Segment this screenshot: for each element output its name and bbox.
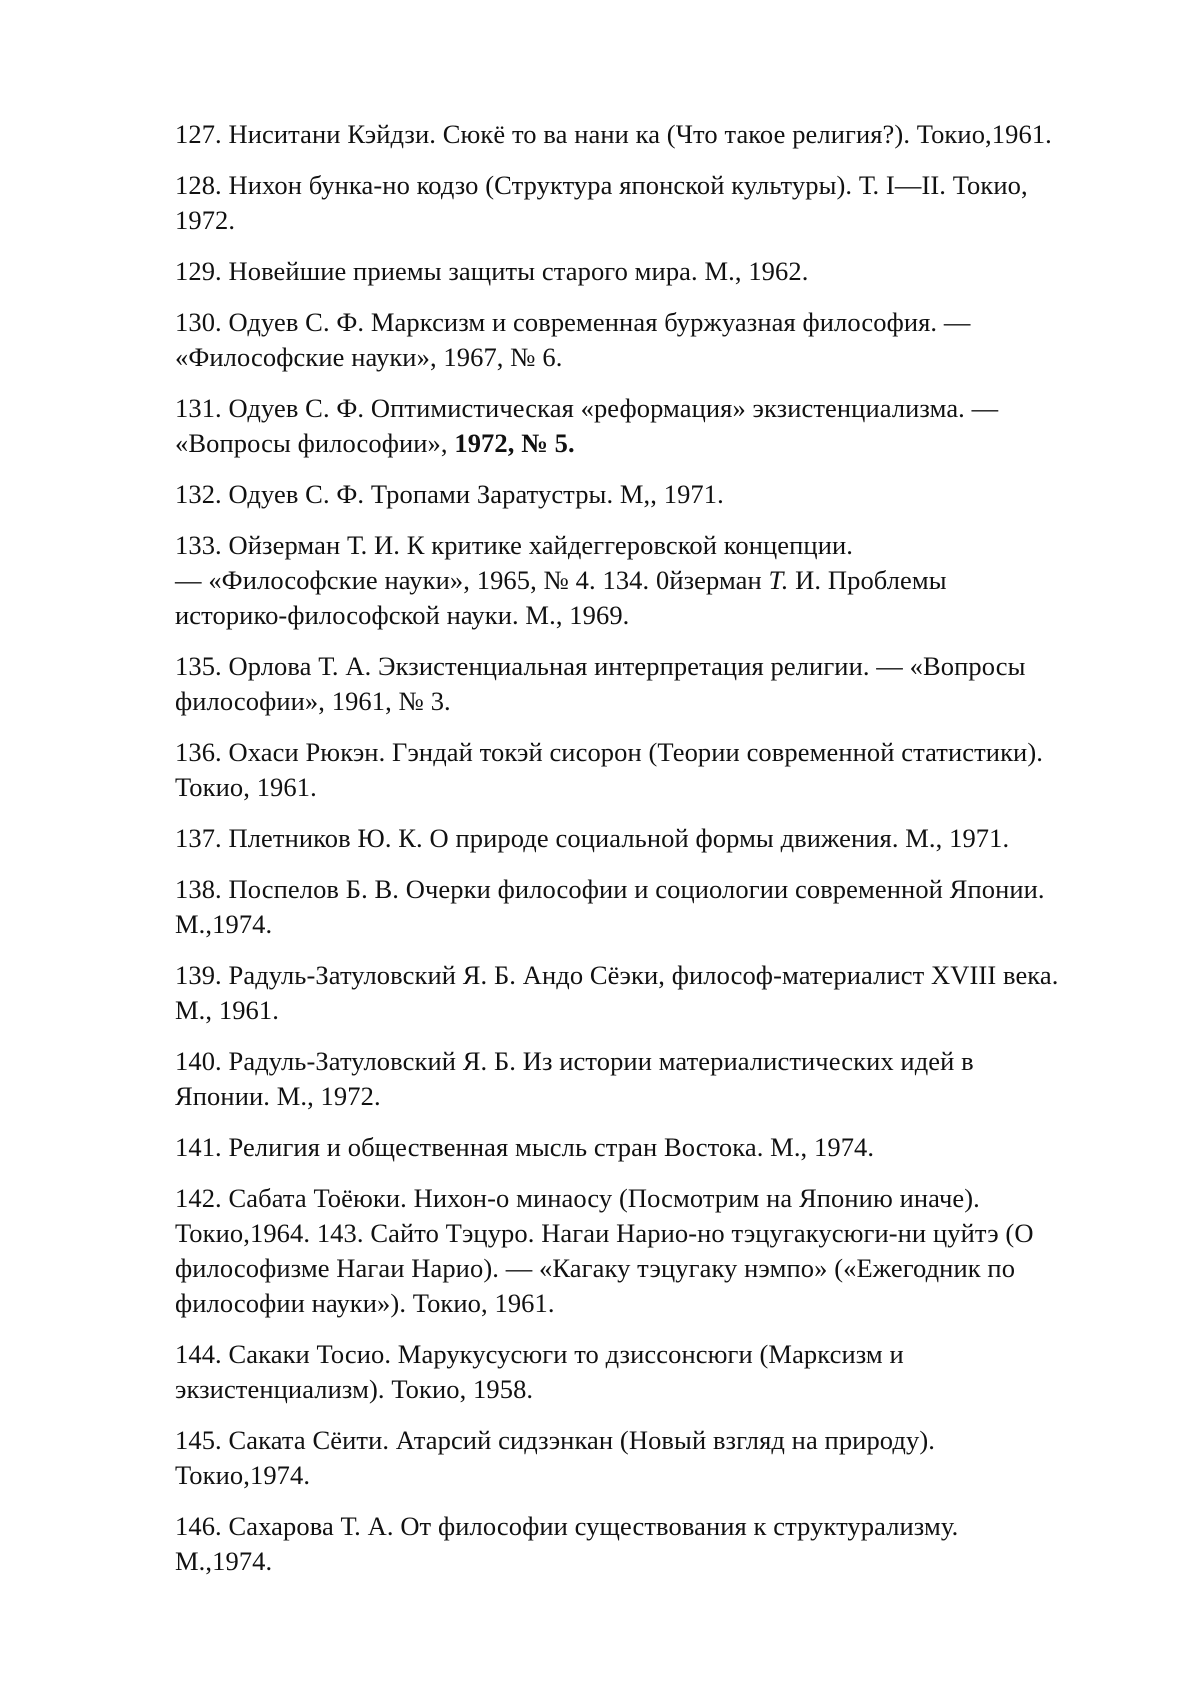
entry-text: философии», 1961, № 3. bbox=[175, 686, 451, 716]
entry-line bbox=[175, 821, 1135, 856]
entry-line bbox=[175, 598, 1135, 633]
bibliography-entry bbox=[175, 649, 1135, 719]
entry-text-bold: 1972, № 5. bbox=[454, 428, 575, 458]
entry-line bbox=[175, 1544, 1135, 1579]
entry-line bbox=[175, 735, 1135, 770]
entry-text: 128. Нихон бунка-но кодзо (Структура японской культуры). Т. I—II. Токио, bbox=[175, 170, 1028, 200]
entry-line bbox=[175, 426, 1135, 461]
entry-text: 135. Орлова Т. А. Экзистенциальная интерпретация религии. — «Вопросы bbox=[175, 651, 1026, 681]
entry-line bbox=[175, 684, 1135, 719]
entry-text: экзистенциализм). Токио, 1958. bbox=[175, 1374, 534, 1404]
entry-line bbox=[175, 1216, 1135, 1251]
entry-text: М.,1974. bbox=[175, 1546, 273, 1576]
entry-text: 130. Одуев С. Ф. Марксизм и современная буржуазная философия. — bbox=[175, 307, 971, 337]
entry-line bbox=[175, 1130, 1135, 1165]
entry-line bbox=[175, 528, 1135, 563]
bibliography-entry bbox=[175, 821, 1135, 856]
entry-text: философизме Нагаи Нарио). — «Кагаку тэцугаку нэмпо» («Ежегодник по bbox=[175, 1253, 1016, 1283]
entry-line bbox=[175, 168, 1135, 203]
entry-line bbox=[175, 254, 1135, 289]
entry-text: 127. Ниситани Кэйдзи. Сюкё то ва нани ка (Что такое религия?). Токио,1961. bbox=[175, 119, 1052, 149]
entry-line bbox=[175, 1044, 1135, 1079]
entry-text: Японии. М., 1972. bbox=[175, 1081, 381, 1111]
entry-line bbox=[175, 1372, 1135, 1407]
bibliography-entry bbox=[175, 305, 1135, 375]
entry-text: Токио,1964. 143. Сайто Тэцуро. Нагаи Нарио-но тэцугакусюги-ни цуйтэ (О bbox=[175, 1218, 1034, 1248]
entry-text: историко-философской науки. М., 1969. bbox=[175, 600, 630, 630]
entry-line bbox=[175, 203, 1135, 238]
entry-text: Токио,1974. bbox=[175, 1460, 311, 1490]
entry-line bbox=[175, 1181, 1135, 1216]
entry-text: философии науки»). Токио, 1961. bbox=[175, 1288, 555, 1318]
bibliography-entry bbox=[175, 1337, 1135, 1407]
entry-line bbox=[175, 1423, 1135, 1458]
entry-text: 141. Религия и общественная мысль стран Востока. М., 1974. bbox=[175, 1132, 875, 1162]
entry-line bbox=[175, 770, 1135, 805]
entry-line bbox=[175, 1509, 1135, 1544]
entry-text: Токио, 1961. bbox=[175, 772, 317, 802]
entry-line bbox=[175, 117, 1135, 152]
entry-line bbox=[175, 563, 1135, 598]
entry-line bbox=[175, 649, 1135, 684]
entry-text: И. Проблемы bbox=[788, 565, 947, 595]
entry-line bbox=[175, 993, 1135, 1028]
entry-line bbox=[175, 305, 1135, 340]
entry-text: «Вопросы философии», bbox=[175, 428, 455, 458]
entry-text: «Философские науки», 1967, № 6. bbox=[175, 342, 563, 372]
entry-line bbox=[175, 1251, 1135, 1286]
entry-line bbox=[175, 872, 1135, 907]
entry-text: 139. Радуль-Затуловский Я. Б. Андо Сёэки, философ-материалист XVIII века. bbox=[175, 960, 1059, 990]
entry-text: М.,1974. bbox=[175, 909, 273, 939]
bibliography-entry bbox=[175, 168, 1135, 238]
entry-line bbox=[175, 1337, 1135, 1372]
entry-line bbox=[175, 391, 1135, 426]
bibliography-entry bbox=[175, 1044, 1135, 1114]
entry-line bbox=[175, 958, 1135, 993]
bibliography-entry bbox=[175, 1423, 1135, 1493]
entry-line bbox=[175, 1079, 1135, 1114]
entry-line bbox=[175, 477, 1135, 512]
bibliography-entry bbox=[175, 1130, 1135, 1165]
entry-text: 138. Поспелов Б. В. Очерки философии и социологии современной Японии. bbox=[175, 874, 1045, 904]
entry-text: 146. Сахарова Т. А. От философии существования к структурализму. bbox=[175, 1511, 959, 1541]
bibliography-entry bbox=[175, 528, 1135, 633]
entry-text: 132. Одуев С. Ф. Тропами Заратустры. М,, 1971. bbox=[175, 479, 724, 509]
entry-line bbox=[175, 907, 1135, 942]
entry-text: 136. Охаси Рюкэн. Гэндай токэй сисорон (Теории современной статистики). bbox=[175, 737, 1043, 767]
entry-text: — «Философские науки», 1965, № 4. 134. 0йзерман bbox=[175, 565, 769, 595]
bibliography-entry bbox=[175, 477, 1135, 512]
entry-text: 131. Одуев С. Ф. Оптимистическая «реформация» экзистенциализма. — bbox=[175, 393, 999, 423]
entry-text: 142. Сабата Тоёюки. Нихон-о минаосу (Посмотрим на Японию иначе). bbox=[175, 1183, 980, 1213]
entry-line bbox=[175, 340, 1135, 375]
bibliography-entry bbox=[175, 117, 1135, 152]
entry-text: М., 1961. bbox=[175, 995, 279, 1025]
bibliography-entry bbox=[175, 254, 1135, 289]
entry-text: 145. Саката Сёити. Атарсий сидзэнкан (Новый взгляд на природу). bbox=[175, 1425, 935, 1455]
entry-text: 133. Ойзерман Т. И. К критике хайдеггеровской концепции. bbox=[175, 530, 853, 560]
entry-line bbox=[175, 1458, 1135, 1493]
bibliography-entry bbox=[175, 1181, 1135, 1321]
entry-text: 129. Новейшие приемы защиты старого мира. М., 1962. bbox=[175, 256, 809, 286]
bibliography-entry bbox=[175, 1509, 1135, 1579]
entry-text: 137. Плетников Ю. К. О природе социальной формы движения. М., 1971. bbox=[175, 823, 1010, 853]
bibliography-entry bbox=[175, 391, 1135, 461]
entry-line bbox=[175, 1286, 1135, 1321]
entry-text-italic: Т. bbox=[768, 565, 789, 595]
bibliography-entry bbox=[175, 735, 1135, 805]
entry-text: 140. Радуль-Затуловский Я. Б. Из истории материалистических идей в bbox=[175, 1046, 974, 1076]
bibliography-entry bbox=[175, 872, 1135, 942]
bibliography-entry bbox=[175, 958, 1135, 1028]
entry-text: 1972. bbox=[175, 205, 236, 235]
entry-text: 144. Сакаки Тосио. Марукусусюги то дзиссонсюги (Марксизм и bbox=[175, 1339, 904, 1369]
bibliography-page bbox=[175, 117, 1135, 1595]
